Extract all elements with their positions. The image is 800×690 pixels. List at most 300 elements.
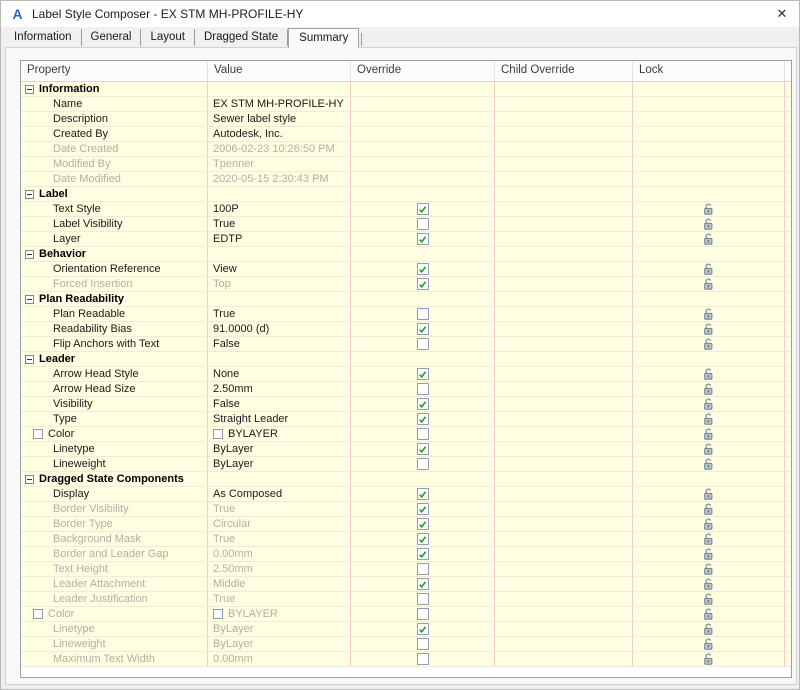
row-filler: [785, 82, 791, 96]
value-label: 2.50mm: [213, 563, 253, 575]
value-cell[interactable]: [208, 157, 351, 171]
property-cell: [21, 337, 208, 351]
value-label: BYLAYER: [228, 608, 278, 620]
value-cell[interactable]: [208, 547, 351, 561]
value-label: 100P: [213, 203, 239, 215]
property-row-dragged-state-components-border-visibility: [21, 502, 791, 517]
lock-cell: [633, 487, 785, 501]
lock-cell: [633, 277, 785, 291]
column-header-override[interactable]: Override: [351, 61, 495, 81]
override-checkbox-unchecked[interactable]: [417, 218, 429, 230]
value-label: Sewer label style: [213, 113, 297, 125]
property-row-dragged-state-components-border-type: [21, 517, 791, 532]
unlocked-padlock-icon[interactable]: [703, 578, 714, 591]
unlocked-padlock-icon[interactable]: [703, 608, 714, 621]
row-filler: [785, 142, 791, 156]
unlocked-padlock-icon[interactable]: [703, 368, 714, 381]
value-cell[interactable]: [208, 562, 351, 576]
value-cell[interactable]: [208, 577, 351, 591]
override-checkbox-checked[interactable]: [417, 323, 429, 335]
color-swatch: [213, 429, 223, 439]
lock-cell: [633, 262, 785, 276]
section-child-override-cell: [495, 247, 633, 261]
override-checkbox-unchecked[interactable]: [417, 458, 429, 470]
row-filler: [785, 187, 791, 201]
child-override-cell: [495, 637, 633, 651]
value-label: 91.0000 (d): [213, 323, 270, 335]
section-row-leader: [21, 352, 791, 367]
lock-cell: [633, 112, 785, 126]
value-cell[interactable]: [208, 112, 351, 126]
value-cell[interactable]: [208, 592, 351, 606]
section-label: Behavior: [39, 248, 87, 260]
column-header-child-override[interactable]: Child Override: [495, 61, 633, 81]
property-cell: [21, 232, 208, 246]
unlocked-padlock-icon[interactable]: [703, 638, 714, 651]
unlocked-padlock-icon[interactable]: [703, 398, 714, 411]
section-label: Information: [39, 83, 100, 95]
unlocked-padlock-icon[interactable]: [703, 488, 714, 501]
property-cell: [21, 577, 208, 591]
value-label: None: [213, 368, 240, 380]
column-header-filler: [785, 61, 791, 81]
override-cell: [351, 97, 495, 111]
property-label: Maximum Text Width: [53, 653, 155, 665]
override-checkbox-checked[interactable]: [417, 263, 429, 275]
value-label: 2006-02-23 10:26:50 PM: [213, 143, 335, 155]
child-override-cell: [495, 97, 633, 111]
section-row-dragged-state-components: [21, 472, 791, 487]
value-cell[interactable]: [208, 217, 351, 231]
property-label: Leader Justification: [53, 593, 148, 605]
row-filler: [785, 487, 791, 501]
property-cell: [21, 172, 208, 186]
value-label: EDTP: [213, 233, 243, 245]
unlocked-padlock-icon[interactable]: [703, 383, 714, 396]
property-label: Display: [53, 488, 90, 500]
property-label: Lineweight: [53, 458, 106, 470]
value-cell[interactable]: [208, 397, 351, 411]
row-filler: [785, 172, 791, 186]
override-checkbox-checked[interactable]: [417, 443, 429, 455]
override-cell: [351, 142, 495, 156]
window-title: Label Style Composer - EX STM MH-PROFILE-HY: [32, 7, 304, 21]
value-cell[interactable]: [208, 127, 351, 141]
property-row-dragged-state-components-lineweight: [21, 637, 791, 652]
column-header-property[interactable]: Property: [21, 61, 208, 81]
value-cell[interactable]: [208, 232, 351, 246]
value-label: Autodesk, Inc.: [213, 128, 283, 140]
row-filler: [785, 622, 791, 636]
unlocked-padlock-icon[interactable]: [703, 518, 714, 531]
lock-cell: [633, 637, 785, 651]
property-label: Flip Anchors with Text: [53, 338, 160, 350]
value-label: Top: [213, 278, 231, 290]
property-label: Border Type: [53, 518, 113, 530]
child-override-cell: [495, 547, 633, 561]
property-cell: [21, 307, 208, 321]
section-value-cell: [208, 472, 351, 486]
override-cell: [351, 487, 495, 501]
value-label: ByLayer: [213, 623, 254, 635]
color-swatch: [33, 609, 43, 619]
property-row-dragged-state-components-maximum-text-width: [21, 652, 791, 667]
property-row-leader-color: [21, 427, 791, 442]
override-checkbox-checked[interactable]: [417, 503, 429, 515]
child-override-cell: [495, 592, 633, 606]
override-cell: [351, 532, 495, 546]
property-label: Forced Insertion: [53, 278, 133, 290]
override-checkbox-checked[interactable]: [417, 578, 429, 590]
override-cell: [351, 127, 495, 141]
property-label: Created By: [53, 128, 109, 140]
unlocked-padlock-icon[interactable]: [703, 548, 714, 561]
property-row-leader-arrow-head-style: [21, 367, 791, 382]
child-override-cell: [495, 487, 633, 501]
value-cell[interactable]: [208, 517, 351, 531]
close-icon[interactable]: ✕: [776, 6, 788, 21]
override-checkbox-unchecked[interactable]: [417, 608, 429, 620]
lock-cell: [633, 97, 785, 111]
tab-summary[interactable]: Summary: [288, 28, 359, 48]
value-cell[interactable]: [208, 367, 351, 381]
lock-cell: [633, 442, 785, 456]
property-row-dragged-state-components-color: [21, 607, 791, 622]
property-label: Text Style: [53, 203, 101, 215]
row-filler: [785, 562, 791, 576]
value-cell[interactable]: [208, 337, 351, 351]
section-override-cell: [351, 472, 495, 486]
lock-cell: [633, 397, 785, 411]
column-header-value[interactable]: Value: [208, 61, 351, 81]
section-label-cell: [21, 292, 208, 306]
section-override-cell: [351, 247, 495, 261]
row-filler: [785, 637, 791, 651]
tab-layout[interactable]: Layout: [141, 29, 195, 46]
property-cell: [21, 442, 208, 456]
override-cell: [351, 382, 495, 396]
override-checkbox-unchecked[interactable]: [417, 308, 429, 320]
property-cell: [21, 607, 208, 621]
tab-bar: [5, 28, 362, 47]
property-cell: [21, 457, 208, 471]
child-override-cell: [495, 232, 633, 246]
value-cell[interactable]: [208, 487, 351, 501]
property-label: Leader Attachment: [53, 578, 146, 590]
value-cell[interactable]: [208, 97, 351, 111]
property-row-leader-arrow-head-size: [21, 382, 791, 397]
collapse-minus-icon[interactable]: [25, 250, 34, 259]
override-cell: [351, 442, 495, 456]
section-label-cell: [21, 247, 208, 261]
value-label: False: [213, 338, 240, 350]
property-row-behavior-orientation-reference: [21, 262, 791, 277]
override-checkbox-checked[interactable]: [417, 518, 429, 530]
override-checkbox-checked[interactable]: [417, 278, 429, 290]
child-override-cell: [495, 262, 633, 276]
override-cell: [351, 412, 495, 426]
property-label: Background Mask: [53, 533, 142, 545]
section-row-behavior: [21, 247, 791, 262]
section-label-cell: [21, 352, 208, 366]
section-override-cell: [351, 82, 495, 96]
value-cell[interactable]: [208, 442, 351, 456]
value-cell[interactable]: [208, 532, 351, 546]
property-row-dragged-state-components-linetype: [21, 622, 791, 637]
row-filler: [785, 277, 791, 291]
lock-cell: [633, 322, 785, 336]
value-cell[interactable]: [208, 637, 351, 651]
row-filler: [785, 262, 791, 276]
child-override-cell: [495, 157, 633, 171]
section-row-plan-readability: [21, 292, 791, 307]
collapse-minus-icon[interactable]: [25, 85, 34, 94]
override-cell: [351, 397, 495, 411]
row-filler: [785, 97, 791, 111]
row-filler: [785, 202, 791, 216]
property-label: Color: [48, 608, 75, 620]
lock-cell: [633, 547, 785, 561]
override-checkbox-unchecked[interactable]: [417, 593, 429, 605]
override-checkbox-unchecked[interactable]: [417, 383, 429, 395]
override-checkbox-unchecked[interactable]: [417, 638, 429, 650]
property-label: Border and Leader Gap: [53, 548, 169, 560]
property-cell: [21, 427, 208, 441]
value-label: Middle: [213, 578, 246, 590]
property-cell: [21, 322, 208, 336]
override-cell: [351, 322, 495, 336]
override-checkbox-checked[interactable]: [417, 233, 429, 245]
grid-header-row: [21, 61, 791, 82]
override-checkbox-checked[interactable]: [417, 413, 429, 425]
row-filler: [785, 442, 791, 456]
section-value-cell: [208, 247, 351, 261]
override-checkbox-unchecked[interactable]: [417, 563, 429, 575]
property-cell: [21, 397, 208, 411]
override-cell: [351, 502, 495, 516]
property-row-dragged-state-components-leader-attachment: [21, 577, 791, 592]
value-cell[interactable]: [208, 622, 351, 636]
child-override-cell: [495, 337, 633, 351]
color-swatch: [33, 429, 43, 439]
property-cell: [21, 622, 208, 636]
collapse-minus-icon[interactable]: [25, 355, 34, 364]
child-override-cell: [495, 532, 633, 546]
child-override-cell: [495, 412, 633, 426]
value-label: True: [213, 503, 236, 515]
collapse-minus-icon[interactable]: [25, 295, 34, 304]
property-row-behavior-forced-insertion: [21, 277, 791, 292]
child-override-cell: [495, 607, 633, 621]
collapse-minus-icon[interactable]: [25, 475, 34, 484]
property-label: Type: [53, 413, 77, 425]
lock-cell: [633, 337, 785, 351]
property-row-plan-readability-plan-readable: [21, 307, 791, 322]
value-label: Tpenner: [213, 158, 254, 170]
lock-cell: [633, 517, 785, 531]
override-cell: [351, 112, 495, 126]
tab-dragged-state[interactable]: Dragged State: [195, 29, 288, 46]
unlocked-padlock-icon[interactable]: [703, 428, 714, 441]
property-row-information-description: [21, 112, 791, 127]
tab-general[interactable]: General: [82, 29, 142, 46]
summary-tab-page: [5, 47, 797, 685]
value-cell[interactable]: [208, 412, 351, 426]
property-row-plan-readability-readability-bias: [21, 322, 791, 337]
override-cell: [351, 547, 495, 561]
property-row-label-label-visibility: [21, 217, 791, 232]
section-override-cell: [351, 292, 495, 306]
property-row-information-date-created: [21, 142, 791, 157]
override-checkbox-checked[interactable]: [417, 368, 429, 380]
row-filler: [785, 532, 791, 546]
section-value-cell: [208, 292, 351, 306]
value-cell[interactable]: [208, 277, 351, 291]
section-lock-cell: [633, 247, 785, 261]
row-filler: [785, 322, 791, 336]
value-label: ByLayer: [213, 443, 254, 455]
override-cell: [351, 427, 495, 441]
section-override-cell: [351, 187, 495, 201]
override-checkbox-checked[interactable]: [417, 488, 429, 500]
unlocked-padlock-icon[interactable]: [703, 413, 714, 426]
property-label: Description: [53, 113, 109, 125]
property-label: Modified By: [53, 158, 111, 170]
override-cell: [351, 217, 495, 231]
row-filler: [785, 112, 791, 126]
child-override-cell: [495, 127, 633, 141]
child-override-cell: [495, 202, 633, 216]
value-cell[interactable]: [208, 262, 351, 276]
override-checkbox-checked[interactable]: [417, 203, 429, 215]
lock-cell: [633, 622, 785, 636]
unlocked-padlock-icon[interactable]: [703, 533, 714, 546]
value-label: 2.50mm: [213, 383, 253, 395]
property-cell: [21, 127, 208, 141]
property-cell: [21, 412, 208, 426]
unlocked-padlock-icon[interactable]: [703, 653, 714, 666]
unlocked-padlock-icon[interactable]: [703, 278, 714, 291]
property-cell: [21, 592, 208, 606]
property-label: Layer: [53, 233, 81, 245]
property-cell: [21, 142, 208, 156]
value-cell[interactable]: [208, 172, 351, 186]
property-row-dragged-state-components-text-height: [21, 562, 791, 577]
override-cell: [351, 457, 495, 471]
lock-cell: [633, 157, 785, 171]
override-checkbox-checked[interactable]: [417, 623, 429, 635]
value-label: Straight Leader: [213, 413, 289, 425]
section-label-cell: [21, 82, 208, 96]
unlocked-padlock-icon[interactable]: [703, 308, 714, 321]
lock-cell: [633, 532, 785, 546]
title-bar: [1, 1, 799, 27]
property-row-dragged-state-components-border-and-leader-gap: [21, 547, 791, 562]
unlocked-padlock-icon[interactable]: [703, 593, 714, 606]
collapse-minus-icon[interactable]: [25, 190, 34, 199]
section-label: Label: [39, 188, 68, 200]
override-cell: [351, 232, 495, 246]
value-cell[interactable]: [208, 457, 351, 471]
property-cell: [21, 547, 208, 561]
value-cell[interactable]: [208, 502, 351, 516]
unlocked-padlock-icon[interactable]: [703, 623, 714, 636]
override-cell: [351, 607, 495, 621]
row-filler: [785, 127, 791, 141]
value-cell[interactable]: [208, 202, 351, 216]
value-label: False: [213, 398, 240, 410]
unlocked-padlock-icon[interactable]: [703, 458, 714, 471]
property-cell: [21, 382, 208, 396]
summary-property-grid: [20, 60, 792, 678]
value-cell[interactable]: [208, 307, 351, 321]
property-label: Plan Readable: [53, 308, 126, 320]
value-cell[interactable]: [208, 382, 351, 396]
property-cell: [21, 532, 208, 546]
unlocked-padlock-icon[interactable]: [703, 203, 714, 216]
lock-cell: [633, 562, 785, 576]
row-filler: [785, 247, 791, 261]
override-checkbox-checked[interactable]: [417, 533, 429, 545]
override-checkbox-unchecked[interactable]: [417, 428, 429, 440]
section-child-override-cell: [495, 82, 633, 96]
value-label: EX STM MH-PROFILE-HY: [213, 98, 344, 110]
property-label: Name: [53, 98, 83, 110]
column-header-lock[interactable]: Lock: [633, 61, 785, 81]
override-checkbox-checked[interactable]: [417, 398, 429, 410]
child-override-cell: [495, 397, 633, 411]
row-filler: [785, 412, 791, 426]
child-override-cell: [495, 112, 633, 126]
row-filler: [785, 307, 791, 321]
value-cell[interactable]: [208, 652, 351, 666]
property-cell: [21, 157, 208, 171]
property-cell: [21, 517, 208, 531]
section-label: Leader: [39, 353, 76, 365]
property-label: Orientation Reference: [53, 263, 161, 275]
property-row-information-created-by: [21, 127, 791, 142]
section-label-cell: [21, 187, 208, 201]
unlocked-padlock-icon[interactable]: [703, 443, 714, 456]
child-override-cell: [495, 217, 633, 231]
unlocked-padlock-icon[interactable]: [703, 263, 714, 276]
unlocked-padlock-icon[interactable]: [703, 563, 714, 576]
unlocked-padlock-icon[interactable]: [703, 218, 714, 231]
value-cell[interactable]: [208, 427, 351, 441]
property-label: Linetype: [53, 623, 95, 635]
override-checkbox-unchecked[interactable]: [417, 653, 429, 665]
lock-cell: [633, 382, 785, 396]
unlocked-padlock-icon[interactable]: [703, 503, 714, 516]
section-value-cell: [208, 82, 351, 96]
override-checkbox-checked[interactable]: [417, 548, 429, 560]
override-checkbox-unchecked[interactable]: [417, 338, 429, 350]
row-filler: [785, 217, 791, 231]
unlocked-padlock-icon[interactable]: [703, 233, 714, 246]
lock-cell: [633, 202, 785, 216]
unlocked-padlock-icon[interactable]: [703, 338, 714, 351]
property-cell: [21, 112, 208, 126]
section-lock-cell: [633, 472, 785, 486]
lock-cell: [633, 232, 785, 246]
value-cell[interactable]: [208, 322, 351, 336]
value-cell[interactable]: [208, 142, 351, 156]
unlocked-padlock-icon[interactable]: [703, 323, 714, 336]
override-cell: [351, 307, 495, 321]
section-lock-cell: [633, 352, 785, 366]
tab-information[interactable]: Information: [5, 29, 82, 46]
value-cell[interactable]: [208, 607, 351, 621]
